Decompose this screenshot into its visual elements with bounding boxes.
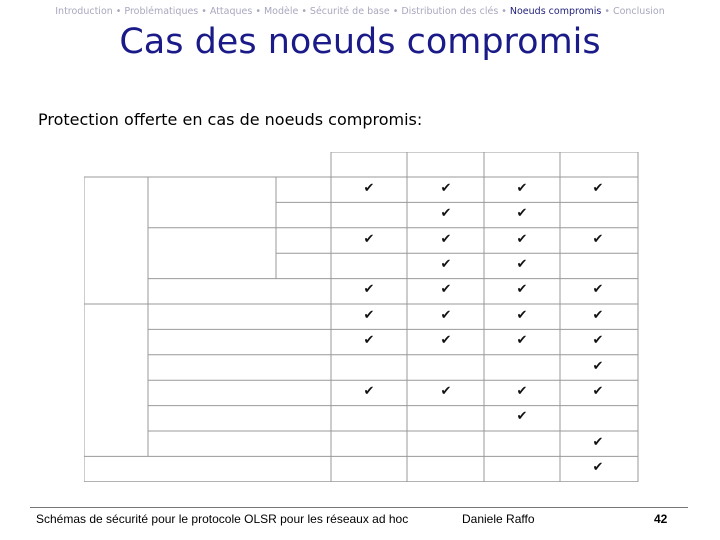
page-number: 42 <box>654 512 668 526</box>
nav-separator: • <box>115 6 122 17</box>
nav-separator: • <box>501 6 507 17</box>
check-mark: ✔ <box>363 383 375 399</box>
check-mark: ✔ <box>440 206 452 222</box>
protection-table <box>84 152 644 482</box>
check-mark: ✔ <box>516 282 528 298</box>
check-mark: ✔ <box>516 231 528 247</box>
footer-title: Schémas de sécurité pour le protocole OLSR pour les réseaux ad hoc <box>36 512 409 526</box>
check-mark: ✔ <box>440 333 452 349</box>
section-breadcrumb <box>0 6 720 17</box>
nav-item[interactable]: Attaques <box>209 6 253 17</box>
nav-separator: • <box>301 6 307 17</box>
nav-item[interactable]: Conclusion <box>612 6 665 17</box>
nav-item[interactable]: Distribution des clés <box>401 6 499 17</box>
check-mark: ✔ <box>440 282 452 298</box>
nav-separator: • <box>604 6 610 17</box>
check-mark: ✔ <box>363 307 375 323</box>
check-mark: ✔ <box>440 231 452 247</box>
check-mark: ✔ <box>592 434 604 450</box>
check-mark: ✔ <box>516 307 528 323</box>
nav-separator: • <box>201 6 207 17</box>
check-mark: ✔ <box>516 409 528 425</box>
nav-separator: • <box>255 6 261 17</box>
check-mark: ✔ <box>363 333 375 349</box>
nav-item[interactable]: Noeuds compromis <box>509 6 602 17</box>
nav-item[interactable]: Problématiques <box>124 6 199 17</box>
check-mark: ✔ <box>440 383 452 399</box>
check-mark: ✔ <box>440 256 452 272</box>
check-mark: ✔ <box>516 256 528 272</box>
nav-separator: • <box>392 6 399 17</box>
check-mark: ✔ <box>363 180 375 196</box>
nav-item[interactable]: Introduction <box>55 6 113 17</box>
check-mark: ✔ <box>516 333 528 349</box>
footer-divider <box>30 507 688 508</box>
check-mark: ✔ <box>363 282 375 298</box>
check-mark: ✔ <box>363 231 375 247</box>
check-mark: ✔ <box>592 383 604 399</box>
footer-author: Daniele Raffo <box>462 512 535 526</box>
nav-item[interactable]: Modèle <box>263 6 299 17</box>
check-mark: ✔ <box>516 180 528 196</box>
check-mark: ✔ <box>592 231 604 247</box>
check-mark: ✔ <box>516 206 528 222</box>
nav-item[interactable]: Sécurité de base <box>309 6 390 17</box>
check-mark: ✔ <box>592 307 604 323</box>
page-title: Cas des noeuds compromis <box>119 22 601 62</box>
check-mark: ✔ <box>592 358 604 374</box>
check-mark: ✔ <box>592 333 604 349</box>
check-mark: ✔ <box>592 180 604 196</box>
check-mark: ✔ <box>592 282 604 298</box>
check-mark: ✔ <box>440 180 452 196</box>
check-mark: ✔ <box>516 383 528 399</box>
check-mark: ✔ <box>440 307 452 323</box>
slide-subtitle: Protection offerte en cas de noeuds compromis: <box>38 110 423 129</box>
check-mark: ✔ <box>592 460 604 476</box>
